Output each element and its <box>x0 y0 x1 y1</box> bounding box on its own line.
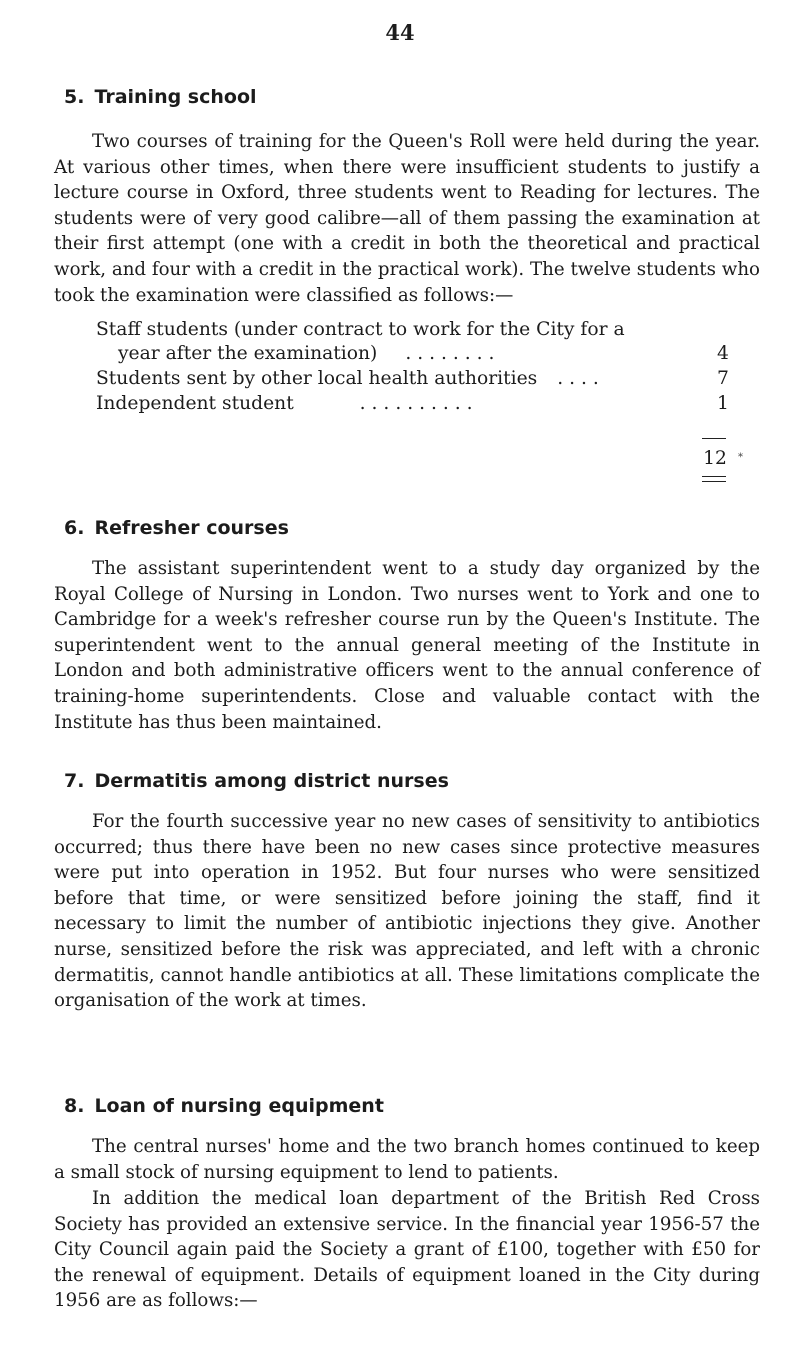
total-double-rule <box>702 476 726 482</box>
section-heading-loan <box>64 1095 384 1117</box>
table-row-staff-students <box>96 317 738 342</box>
section-title: Dermatitis among district nurses <box>94 770 449 792</box>
row-label: Staff students (under contract to work for the City for a <box>96 319 625 340</box>
row-value: 1 <box>717 393 729 414</box>
row-label: Students sent by other local health authorities <box>96 368 538 389</box>
print-mark: * <box>738 452 743 463</box>
section-number: 8. <box>64 1095 85 1117</box>
table-row-staff-students-cont <box>118 341 738 366</box>
section-title: Training school <box>94 86 257 108</box>
table-row-other-authorities <box>96 366 738 391</box>
section-number: 5. <box>64 86 85 108</box>
section-number: 6. <box>64 517 85 539</box>
subtotal-rule <box>702 438 726 439</box>
row-label: Independent student <box>96 393 294 414</box>
total-value: 12 <box>703 448 727 469</box>
page-number: 44 <box>385 20 415 45</box>
section-title: Refresher courses <box>94 517 289 539</box>
leader-dots: . . . . . . . . . . <box>359 393 473 414</box>
paragraph-refresher: The assistant superintendent went to a study day organized by the Royal College of Nursing in London. Two nurses went to York and one to Cambridge for a week's refresher course run by the Queen's Institute. The superintendent went to the annual general meeting of the Institute in London and both administrative officers went to the annual conference of training-home superintendents. Close and valuable contact with the Institute has thus been maintained. <box>54 558 760 733</box>
paragraph-loan-red-cross: In addition the medical loan department of the British Red Cross Society has provided an extensive service. In the financial year 1956-57 the City Council again paid the Society a grant of £100, together with £50 for the renewal of equipment. Details of equipment loaned in the City during 1956 are as follows:— <box>54 1188 760 1312</box>
section-number: 7. <box>64 770 85 792</box>
leader-dots: . . . . . . . . <box>405 343 495 364</box>
row-label: year after the examination) <box>118 343 378 364</box>
table-row-independent <box>96 391 738 416</box>
row-value: 7 <box>717 368 729 389</box>
section-title: Loan of nursing equipment <box>94 1095 384 1117</box>
paragraph-training: Two courses of training for the Queen's Roll were held during the year. At various other times, when there were insufficient students to justify a lecture course in Oxford, three students went to Reading for lectures. The students were of very good calibre—all of them passing the examination at their first attempt (one with a credit in both the theoretical and practical work, and four with a credit in the practical work). The twelve students who took the examination were classified as follows:— <box>54 131 760 306</box>
section-heading-training <box>64 86 257 108</box>
paragraph-loan-stock: The central nurses' home and the two branch homes continued to keep a small stock of nursing equipment to lend to patients. <box>54 1136 760 1183</box>
section-heading-refresher <box>64 517 289 539</box>
paragraph-dermatitis: For the fourth successive year no new cases of sensitivity to antibiotics occurred; thus there have been no new cases since protective measures were put into operation in 1952. But four nurses who were sensitized before that time, or were sensitized before joining the staff, find it necessary to limit the number of antibiotic injections they give. Another nurse, sensitized before the risk was appreciated, and left with a chronic dermatitis, cannot handle antibiotics at all. These limitations complicate the organisation of the work at times. <box>54 811 760 1012</box>
section-heading-dermatitis <box>64 770 449 792</box>
row-value: 4 <box>717 343 729 364</box>
leader-dots: . . . . <box>557 368 599 389</box>
